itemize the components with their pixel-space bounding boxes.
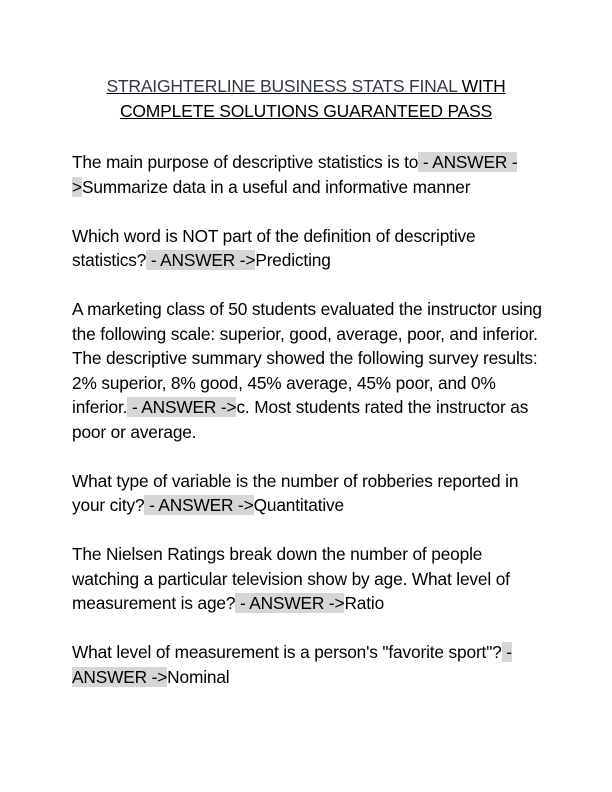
answer-marker: - ANSWER ->	[144, 495, 254, 515]
answer-marker: - ANSWER ->	[72, 152, 518, 197]
question-text: What type of variable is the number of robberies reported in your city?	[72, 470, 519, 515]
answer-text: Ratio	[344, 593, 385, 613]
answer-text: Nominal	[167, 666, 230, 687]
answer-marker: - ANSWER ->	[72, 642, 512, 687]
qa-list	[72, 150, 547, 714]
document-title	[60, 74, 552, 124]
question-text: Which word is NOT part of the definition of descriptive statistics?	[72, 225, 476, 270]
answer-marker: - ANSWER ->	[235, 593, 345, 613]
qa-item-2	[72, 224, 547, 273]
question-text: A marketing class of 50 students evaluated the instructor using the following scale: superior, good, average, poor, and inferior. The descriptive summary showed the following survey results: 2% superior, 8% good, 45% average, 45% poor, and 0% inferior.	[72, 299, 542, 417]
qa-item-4	[72, 469, 547, 518]
title-part-1: STRAIGHTERLINE BUSINESS STATS FINAL	[106, 76, 457, 96]
answer-marker: - ANSWER ->	[127, 397, 237, 417]
answer-text: Quantitative	[253, 495, 344, 515]
question-text: The Nielsen Ratings break down the number of people watching a particular television show by age. What level of measurement is age?	[72, 544, 510, 613]
answer-text: c. Most students rated the instructor as poor or average.	[72, 397, 529, 442]
qa-item-1	[72, 150, 547, 199]
title-part-2: WITH COMPLETE SOLUTIONS GUARANTEED PASS	[119, 76, 506, 121]
qa-item-6	[72, 640, 547, 689]
answer-marker: - ANSWER ->	[146, 250, 256, 270]
question-text: What level of measurement is a person's "favorite sport"?	[72, 642, 502, 662]
qa-item-5	[72, 542, 547, 616]
answer-text: Summarize data in a useful and informative manner	[81, 176, 471, 197]
qa-item-3	[72, 297, 547, 444]
question-text: The main purpose of descriptive statistics is to	[72, 152, 419, 172]
answer-text: Predicting	[255, 250, 331, 270]
